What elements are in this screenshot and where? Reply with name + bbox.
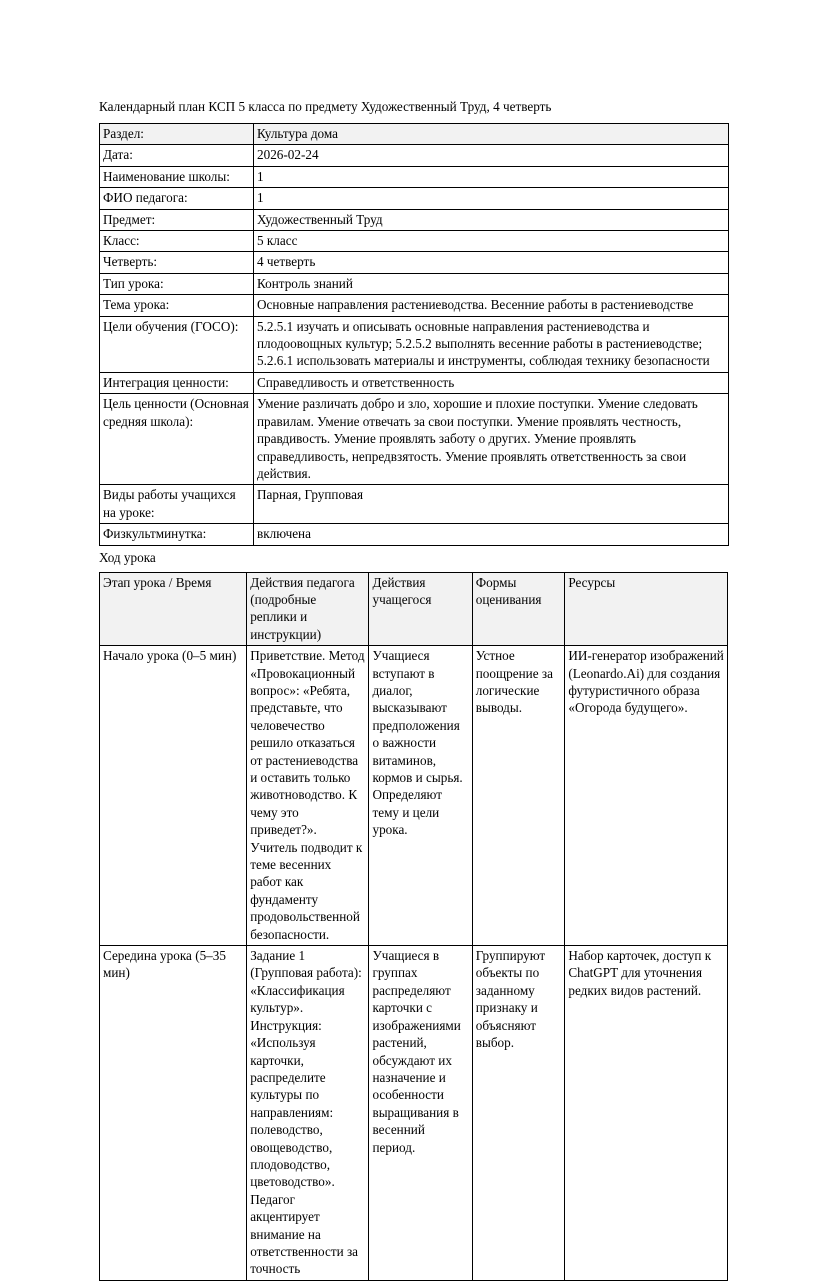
cell-resources: ИИ-генератор изображений (Leonardo.Ai) для создания футуристичного образа «Огорода будущего». [565,646,728,946]
lesson-flow-table [99,572,728,1281]
info-label: Дата: [100,145,254,166]
column-header-teacher-actions: Действия педагога (подробные реплики и инструкции) [247,572,369,646]
table-row [100,524,729,545]
table-header-row [100,572,728,646]
info-value: Контроль знаний [254,273,729,294]
cell-assessment: Устное поощрение за логические выводы. [472,646,565,946]
table-row [100,485,729,524]
lesson-info-body [100,124,729,546]
info-value: Основные направления растениеводства. Весенние работы в растениеводстве [254,295,729,316]
info-value: 2026-02-24 [254,145,729,166]
info-label: Четверть: [100,252,254,273]
info-label: Физкультминутка: [100,524,254,545]
info-value: 4 четверть [254,252,729,273]
info-label: Раздел: [100,124,254,145]
cell-stage: Середина урока (5–35 мин) [100,946,247,1281]
table-row [100,295,729,316]
table-row [100,394,729,485]
cell-stage: Начало урока (0–5 мин) [100,646,247,946]
table-row [100,316,729,372]
info-label: Виды работы учащихся на уроке: [100,485,254,524]
page-title: Календарный план КСП 5 класса по предмету Художественный Труд, 4 четверть [99,99,552,114]
info-label: Класс: [100,231,254,252]
info-label: Цель ценности (Основная средняя школа): [100,394,254,485]
table-row [100,124,729,145]
table-row [100,372,729,393]
info-value: Художественный Труд [254,209,729,230]
table-row [100,231,729,252]
cell-teacher-actions: Приветствие. Метод «Провокационный вопрос»: «Ребята, представьте, что человечество решило отказаться от растениеводства и оставить только животноводство. К чему это приведет?». Учитель подводит к теме весенних работ как фундаменту продовольственной безопасности. [247,646,369,946]
info-value: 5.2.5.1 изучать и описывать основные направления растениеводства и плодоовощных культур; 5.2.5.2 выполнять весенние работы в растениеводстве; 5.2.6.1 использовать материалы и инструменты, соблюдая технику безопасности [254,316,729,372]
column-header-resources: Ресурсы [565,572,728,646]
table-row [100,273,729,294]
lesson-flow-header [100,572,728,646]
info-label: ФИО педагога: [100,188,254,209]
info-value: 1 [254,166,729,187]
lesson-flow-body [100,646,728,1281]
cell-student-actions: Учащиеся вступают в диалог, высказывают предположения о важности витаминов, кормов и сырья. Определяют тему и цели урока. [369,646,472,946]
table-row [100,646,728,946]
info-value: Умение различать добро и зло, хорошие и плохие поступки. Умение следовать правилам. Умение отвечать за свои поступки. Умение проявлять честность, правдивость. Умение проявлять заботу о других. Умение проявлять справедливость, непредвзятость. Умение проявлять ответственность за свои действия. [254,394,729,485]
info-value: 1 [254,188,729,209]
table-row [100,946,728,1281]
info-value: включена [254,524,729,545]
info-label: Тема урока: [100,295,254,316]
info-label: Интеграция ценности: [100,372,254,393]
column-header-assessment: Формы оценивания [472,572,565,646]
column-header-stage: Этап урока / Время [100,572,247,646]
cell-student-actions: Учащиеся в группах распределяют карточки с изображениями растений, обсуждают их назначение и особенности выращивания в весенний период. [369,946,472,1281]
table-row [100,188,729,209]
info-label: Наименование школы: [100,166,254,187]
section-caption-lesson-flow: Ход урока [99,549,156,565]
table-row [100,252,729,273]
cell-teacher-actions: Задание 1 (Групповая работа): «Классификация культур». Инструкция: «Используя карточки, распределите культуры по направлениям: полеводство, овощеводство, плодоводство, цветоводство». Педагог акцентирует внимание на ответственности за точность [247,946,369,1281]
document-content [99,98,728,1281]
cell-resources: Набор карточек, доступ к ChatGPT для уточнения редких видов растений. [565,946,728,1281]
table-row [100,209,729,230]
info-value: 5 класс [254,231,729,252]
cell-assessment: Группируют объекты по заданному признаку и объясняют выбор. [472,946,565,1281]
info-value: Парная, Групповая [254,485,729,524]
info-value: Справедливость и ответственность [254,372,729,393]
table-row [100,166,729,187]
info-label: Тип урока: [100,273,254,294]
column-header-student-actions: Действия учащегося [369,572,472,646]
table-row [100,145,729,166]
lesson-info-table [99,123,729,546]
info-label: Предмет: [100,209,254,230]
info-value: Культура дома [254,124,729,145]
info-label: Цели обучения (ГОСО): [100,316,254,372]
